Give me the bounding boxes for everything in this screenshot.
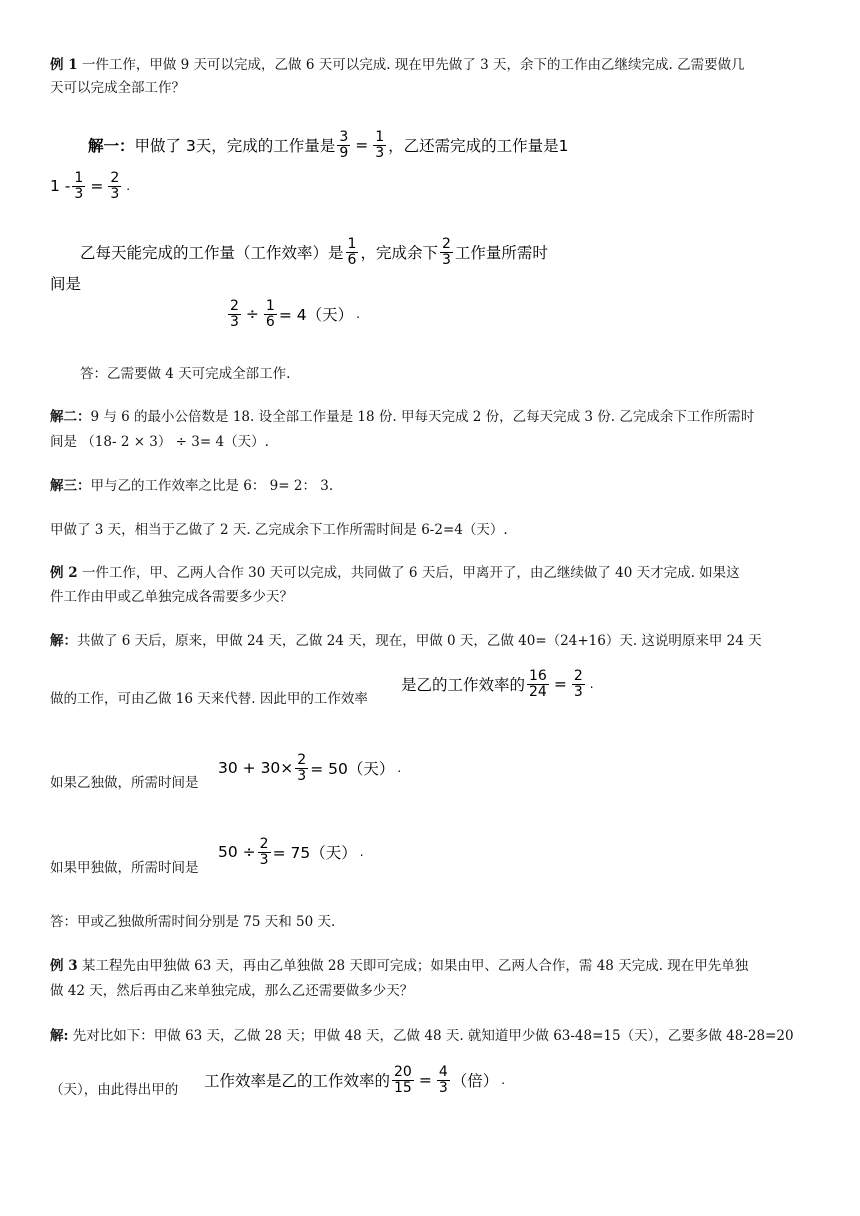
sol1-text2: ，乙还需完成的工作量是1 [388, 137, 569, 155]
fraction: $\frac{1}{6}$ [265, 297, 275, 330]
ex2-sol-line1: 解：共做了 6 天后，原来，甲做 24 天，乙做 24 天，现在，甲做 0 天，乙做 40=（24+16）天. 这说明原来甲 24 天 [50, 633, 762, 649]
fraction: $\frac{2}{3}$ [230, 297, 239, 330]
ex2-answer: 答：甲或乙独做所需时间分别是 75 天和 50 天. [50, 914, 336, 930]
fraction: $\frac{20}{15}$ [394, 1063, 412, 1096]
ex1-line1: 一件工作，甲做 9 天可以完成，乙做 6 天可以完成. 现在甲先做了 3 天，余下的工作由乙继续完成. 乙需要做几 [77, 57, 745, 73]
ex1-label: 例 1 [50, 57, 78, 73]
sol1-text1: 甲做了 3天，完成的工作量是 [134, 137, 336, 155]
ex2-sol-line3: 如果乙独做，所需时间是 [50, 775, 199, 791]
fraction: $\frac{2}{3}$ [441, 235, 451, 268]
ex2-yi-time-eq: 30 + 30× $\frac{2}{3}$ = 50（天） . [218, 751, 402, 784]
ex1-sol1-answer: 答：乙需要做 4 天可完成全部工作. [80, 366, 291, 382]
ex3-question: 例 3 某工程先由甲独做 63 天，再由乙单独做 28 天即可完成；如果由甲、乙两人合作，需 48 天完成. 现在甲先单独 [50, 958, 749, 974]
ex1-sol1-line2: 1 - $\frac{1}{3}$ = $\frac{2}{3}$ . [50, 169, 131, 202]
ex1-sol1-line1: 解一： 甲做了 3天，完成的工作量是 $\frac{3}{9}$ = $\frac{1}{3}$ ，乙还需完成的工作量是1 [88, 128, 569, 161]
ex3-sol-line2: （天），由此得出甲的 [50, 1082, 179, 1098]
ex1-sol1-equation: $\frac{2}{3}$ ÷ $\frac{1}{6}$ = 4（天） . [230, 297, 360, 330]
ex3-sol-line1: 解: 先对比如下：甲做 63 天，乙做 28 天；甲做 48 天，乙做 48 天. 就知道甲少做 63-48=15（天），乙要多做 48-28=20 [50, 1028, 794, 1044]
fraction: $\frac{2}{3}$ [297, 751, 307, 784]
fraction: $\frac{3}{9}$ [339, 128, 349, 161]
ex3-efficiency-eq: 工作效率是乙的工作效率的 $\frac{20}{15}$ = $\frac{4}{3}$ （倍） . [204, 1063, 506, 1096]
ex2-jia-time-eq: 50 ÷ $\frac{2}{3}$ = 75（天） . [218, 835, 364, 868]
ex2-sol-line2: 做的工作，可由乙做 16 天来代替. 因此甲的工作效率 [50, 691, 368, 707]
sol1-label: 解一： [88, 137, 135, 155]
ex1-sol1-line4: 间是 [50, 275, 82, 293]
ex2-sol-line4: 如果甲独做，所需时间是 [50, 860, 199, 876]
ex1-sol2-line2: 间是 （18- 2 × 3） ÷ 3= 4（天）. [50, 434, 269, 450]
ex1-sol2-line1: 解二：9 与 6 的最小公倍数是 18. 设全部工作量是 18 份. 甲每天完成 2 份，乙每天完成 3 份. 乙完成余下工作所需时 [50, 409, 755, 425]
ex1-sol1-line3: 乙每天能完成的工作量（工作效率）是 $\frac{1}{6}$ ，完成余下 $\frac{2}{3}$ 工作量所需时 [80, 235, 548, 268]
fraction: $\frac{2}{3}$ [110, 169, 120, 202]
ex2-question: 例 2 一件工作，甲、乙两人合作 30 天可以完成，共同做了 6 天后，甲离开了，由乙继续做了 40 天才完成. 如果这 [50, 565, 740, 581]
fraction: $\frac{1}{3}$ [375, 128, 385, 161]
ex2-efficiency-eq: 是乙的工作效率的 $\frac{16}{24}$ = $\frac{2}{3}$ . [401, 667, 594, 700]
ex1-question [50, 55, 745, 75]
fraction: $\frac{2}{3}$ [259, 835, 269, 868]
ex2-question-line2: 件工作由甲或乙单独完成各需要多少天？ [50, 589, 293, 605]
ex3-question-line2: 做 42 天，然后再由乙来单独完成，那么乙还需要做多少天？ [50, 983, 414, 999]
fraction: $\frac{1}{3}$ [74, 169, 84, 202]
ex1-question-line2: 天可以完成全部工作？ [50, 80, 185, 96]
fraction: $\frac{1}{6}$ [347, 235, 357, 268]
ex1-sol3-line2: 甲做了 3 天，相当于乙做了 2 天. 乙完成余下工作所需时间是 6-2=4（天）. [50, 522, 508, 538]
ex1-sol3-line1: 解三：甲与乙的工作效率之比是 6： 9= 2： 3. [50, 478, 334, 494]
fraction: $\frac{4}{3}$ [438, 1063, 448, 1096]
fraction: $\frac{16}{24}$ [529, 667, 547, 700]
fraction: $\frac{2}{3}$ [573, 667, 583, 700]
